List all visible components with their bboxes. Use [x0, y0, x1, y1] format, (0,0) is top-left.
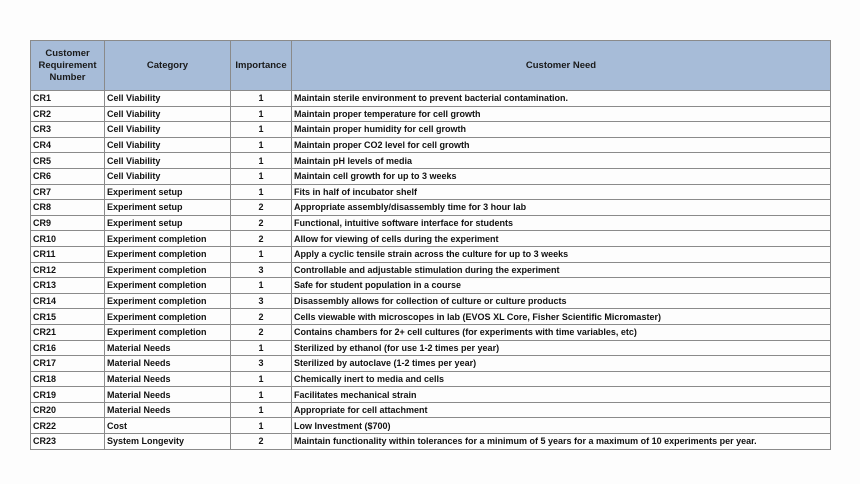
customer-need-cell: Sterilized by ethanol (for use 1-2 times per year) — [292, 340, 831, 356]
header-importance: Importance — [231, 41, 292, 91]
category-cell: Experiment setup — [105, 200, 231, 216]
requirement-number-cell: CR22 — [31, 418, 105, 434]
importance-cell: 1 — [231, 340, 292, 356]
table-row — [31, 168, 831, 184]
importance-cell: 2 — [231, 434, 292, 450]
customer-need-cell: Fits in half of incubator shelf — [292, 184, 831, 200]
category-cell: Cell Viability — [105, 106, 231, 122]
header-category: Category — [105, 41, 231, 91]
requirement-number-cell: CR16 — [31, 340, 105, 356]
table-row — [31, 356, 831, 372]
customer-need-cell: Safe for student population in a course — [292, 278, 831, 294]
requirement-number-cell: CR11 — [31, 246, 105, 262]
customer-need-cell: Maintain sterile environment to prevent bacterial contamination. — [292, 91, 831, 107]
importance-cell: 2 — [231, 309, 292, 325]
importance-cell: 3 — [231, 262, 292, 278]
requirement-number-cell: CR1 — [31, 91, 105, 107]
requirements-table-container — [30, 40, 830, 450]
category-cell: Material Needs — [105, 371, 231, 387]
importance-cell: 1 — [231, 387, 292, 403]
importance-cell: 1 — [231, 137, 292, 153]
customer-need-cell: Maintain cell growth for up to 3 weeks — [292, 168, 831, 184]
requirement-number-cell: CR2 — [31, 106, 105, 122]
category-cell: Material Needs — [105, 402, 231, 418]
table-row — [31, 434, 831, 450]
customer-need-cell: Maintain proper CO2 level for cell growth — [292, 137, 831, 153]
customer-need-cell: Facilitates mechanical strain — [292, 387, 831, 403]
table-row — [31, 387, 831, 403]
requirement-number-cell: CR8 — [31, 200, 105, 216]
requirement-number-cell: CR14 — [31, 293, 105, 309]
table-row — [31, 215, 831, 231]
table-row — [31, 262, 831, 278]
customer-need-cell: Apply a cyclic tensile strain across the culture for up to 3 weeks — [292, 246, 831, 262]
category-cell: Material Needs — [105, 356, 231, 372]
category-cell: Cell Viability — [105, 153, 231, 169]
category-cell: Experiment completion — [105, 324, 231, 340]
table-row — [31, 340, 831, 356]
customer-need-cell: Allow for viewing of cells during the experiment — [292, 231, 831, 247]
table-row — [31, 91, 831, 107]
table-row — [31, 278, 831, 294]
importance-cell: 1 — [231, 184, 292, 200]
customer-requirements-table — [30, 40, 831, 450]
category-cell: Experiment completion — [105, 246, 231, 262]
importance-cell: 1 — [231, 106, 292, 122]
importance-cell: 1 — [231, 91, 292, 107]
importance-cell: 3 — [231, 356, 292, 372]
table-header-row — [31, 41, 831, 91]
table-row — [31, 371, 831, 387]
importance-cell: 1 — [231, 168, 292, 184]
table-row — [31, 153, 831, 169]
requirement-number-cell: CR3 — [31, 122, 105, 138]
table-body — [31, 91, 831, 450]
category-cell: Cell Viability — [105, 91, 231, 107]
requirement-number-cell: CR10 — [31, 231, 105, 247]
category-cell: Cell Viability — [105, 168, 231, 184]
table-row — [31, 246, 831, 262]
table-row — [31, 231, 831, 247]
table-row — [31, 418, 831, 434]
requirement-number-cell: CR5 — [31, 153, 105, 169]
category-cell: Cell Viability — [105, 137, 231, 153]
table-row — [31, 122, 831, 138]
requirement-number-cell: CR7 — [31, 184, 105, 200]
importance-cell: 2 — [231, 200, 292, 216]
customer-need-cell: Cells viewable with microscopes in lab (EVOS XL Core, Fisher Scientific Micromaster) — [292, 309, 831, 325]
category-cell: Experiment completion — [105, 262, 231, 278]
importance-cell: 2 — [231, 215, 292, 231]
table-row — [31, 137, 831, 153]
category-cell: Material Needs — [105, 387, 231, 403]
category-cell: Experiment setup — [105, 215, 231, 231]
category-cell: Experiment completion — [105, 231, 231, 247]
requirement-number-cell: CR12 — [31, 262, 105, 278]
table-row — [31, 184, 831, 200]
requirement-number-cell: CR9 — [31, 215, 105, 231]
requirement-number-cell: CR21 — [31, 324, 105, 340]
requirement-number-cell: CR4 — [31, 137, 105, 153]
importance-cell: 1 — [231, 371, 292, 387]
table-row — [31, 324, 831, 340]
customer-need-cell: Disassembly allows for collection of culture or culture products — [292, 293, 831, 309]
customer-need-cell: Maintain pH levels of media — [292, 153, 831, 169]
importance-cell: 2 — [231, 231, 292, 247]
table-row — [31, 293, 831, 309]
customer-need-cell: Appropriate for cell attachment — [292, 402, 831, 418]
header-customer-need: Customer Need — [292, 41, 831, 91]
category-cell: Experiment completion — [105, 278, 231, 294]
requirement-number-cell: CR17 — [31, 356, 105, 372]
table-row — [31, 402, 831, 418]
requirement-number-cell: CR18 — [31, 371, 105, 387]
customer-need-cell: Maintain proper temperature for cell growth — [292, 106, 831, 122]
customer-need-cell: Functional, intuitive software interface for students — [292, 215, 831, 231]
requirement-number-cell: CR23 — [31, 434, 105, 450]
category-cell: Cost — [105, 418, 231, 434]
customer-need-cell: Contains chambers for 2+ cell cultures (for experiments with time variables, etc) — [292, 324, 831, 340]
customer-need-cell: Chemically inert to media and cells — [292, 371, 831, 387]
customer-need-cell: Appropriate assembly/disassembly time for 3 hour lab — [292, 200, 831, 216]
importance-cell: 1 — [231, 402, 292, 418]
customer-need-cell: Maintain functionality within tolerances for a minimum of 5 years for a maximum of 10 experiments per year. — [292, 434, 831, 450]
category-cell: Material Needs — [105, 340, 231, 356]
importance-cell: 1 — [231, 246, 292, 262]
requirement-number-cell: CR6 — [31, 168, 105, 184]
customer-need-cell: Low Investment ($700) — [292, 418, 831, 434]
category-cell: Experiment completion — [105, 293, 231, 309]
table-row — [31, 106, 831, 122]
importance-cell: 1 — [231, 418, 292, 434]
category-cell: Experiment completion — [105, 309, 231, 325]
requirement-number-cell: CR20 — [31, 402, 105, 418]
header-requirement-number: Customer Requirement Number — [31, 41, 105, 91]
importance-cell: 1 — [231, 153, 292, 169]
customer-need-cell: Sterilized by autoclave (1-2 times per year) — [292, 356, 831, 372]
category-cell: System Longevity — [105, 434, 231, 450]
requirement-number-cell: CR19 — [31, 387, 105, 403]
customer-need-cell: Controllable and adjustable stimulation during the experiment — [292, 262, 831, 278]
importance-cell: 3 — [231, 293, 292, 309]
importance-cell: 1 — [231, 278, 292, 294]
importance-cell: 2 — [231, 324, 292, 340]
table-row — [31, 309, 831, 325]
category-cell: Experiment setup — [105, 184, 231, 200]
requirement-number-cell: CR15 — [31, 309, 105, 325]
requirement-number-cell: CR13 — [31, 278, 105, 294]
category-cell: Cell Viability — [105, 122, 231, 138]
table-row — [31, 200, 831, 216]
customer-need-cell: Maintain proper humidity for cell growth — [292, 122, 831, 138]
importance-cell: 1 — [231, 122, 292, 138]
